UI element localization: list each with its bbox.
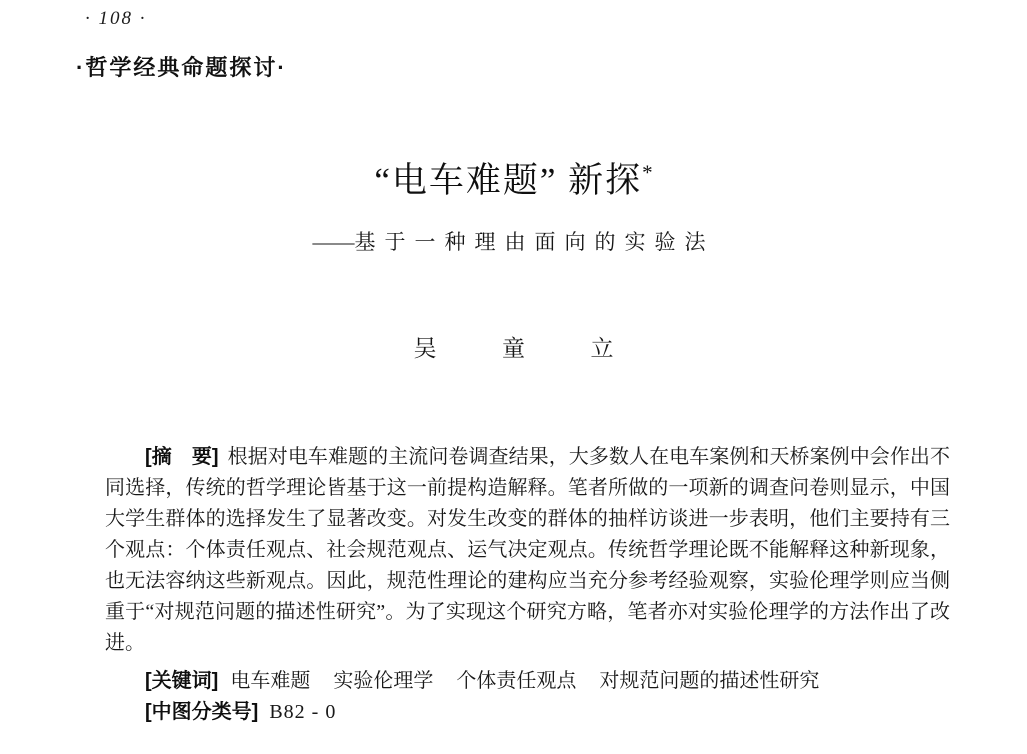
title-footnote-marker: * <box>642 160 653 185</box>
subtitle-dash: —— <box>312 230 355 254</box>
keyword-item: 个体责任观点 <box>456 670 577 692</box>
keywords-line <box>105 666 950 697</box>
keyword-item: 对规范问题的描述性研究 <box>599 670 820 692</box>
keyword-item: 电车难题 <box>230 670 311 692</box>
keywords-label: [关键词] <box>145 670 219 692</box>
column-section-header: ·哲学经典命题探讨· <box>76 55 287 80</box>
keyword-item: 实验伦理学 <box>333 670 434 692</box>
abstract-paragraph <box>105 442 950 659</box>
article-subtitle-row <box>0 226 1027 256</box>
abstract-label: [摘 要] <box>145 446 219 468</box>
abstract-text: 根据对电车难题的主流问卷调查结果，大多数人在电车案例和天桥案例中会作出不同选择，传统的哲学理论皆基于这一前提构造解释。笔者所做的一项新的调查问卷则显示，中国大学生群体的选择发生了显著改变。对发生改变的群体的抽样访谈进一步表明，他们主要持有三个观点：个体责任观点、社会规范观点、运气决定观点。传统哲学理论既不能解释这种新现象，也无法容纳这些新观点。因此，规范性理论的建构应当充分参考经验观察，实验伦理学则应当侧重于“对规范问题的描述性研究”。为了实现这个研究方略，笔者亦对实验伦理学的方法作出了改进。 <box>105 446 950 654</box>
author-name: 吴 童 立 <box>413 336 614 361</box>
classification-label: [中图分类号] <box>145 701 259 723</box>
article-title: “电车难题” 新探 <box>374 161 643 200</box>
classification-line <box>105 697 950 728</box>
article-subtitle: 基于一种理由面向的实验法 <box>354 230 715 254</box>
article-title-row <box>0 153 1027 203</box>
abstract-section <box>105 442 950 728</box>
page-number: · 108 · <box>85 8 147 29</box>
classification-value: B82 - 0 <box>269 701 337 723</box>
